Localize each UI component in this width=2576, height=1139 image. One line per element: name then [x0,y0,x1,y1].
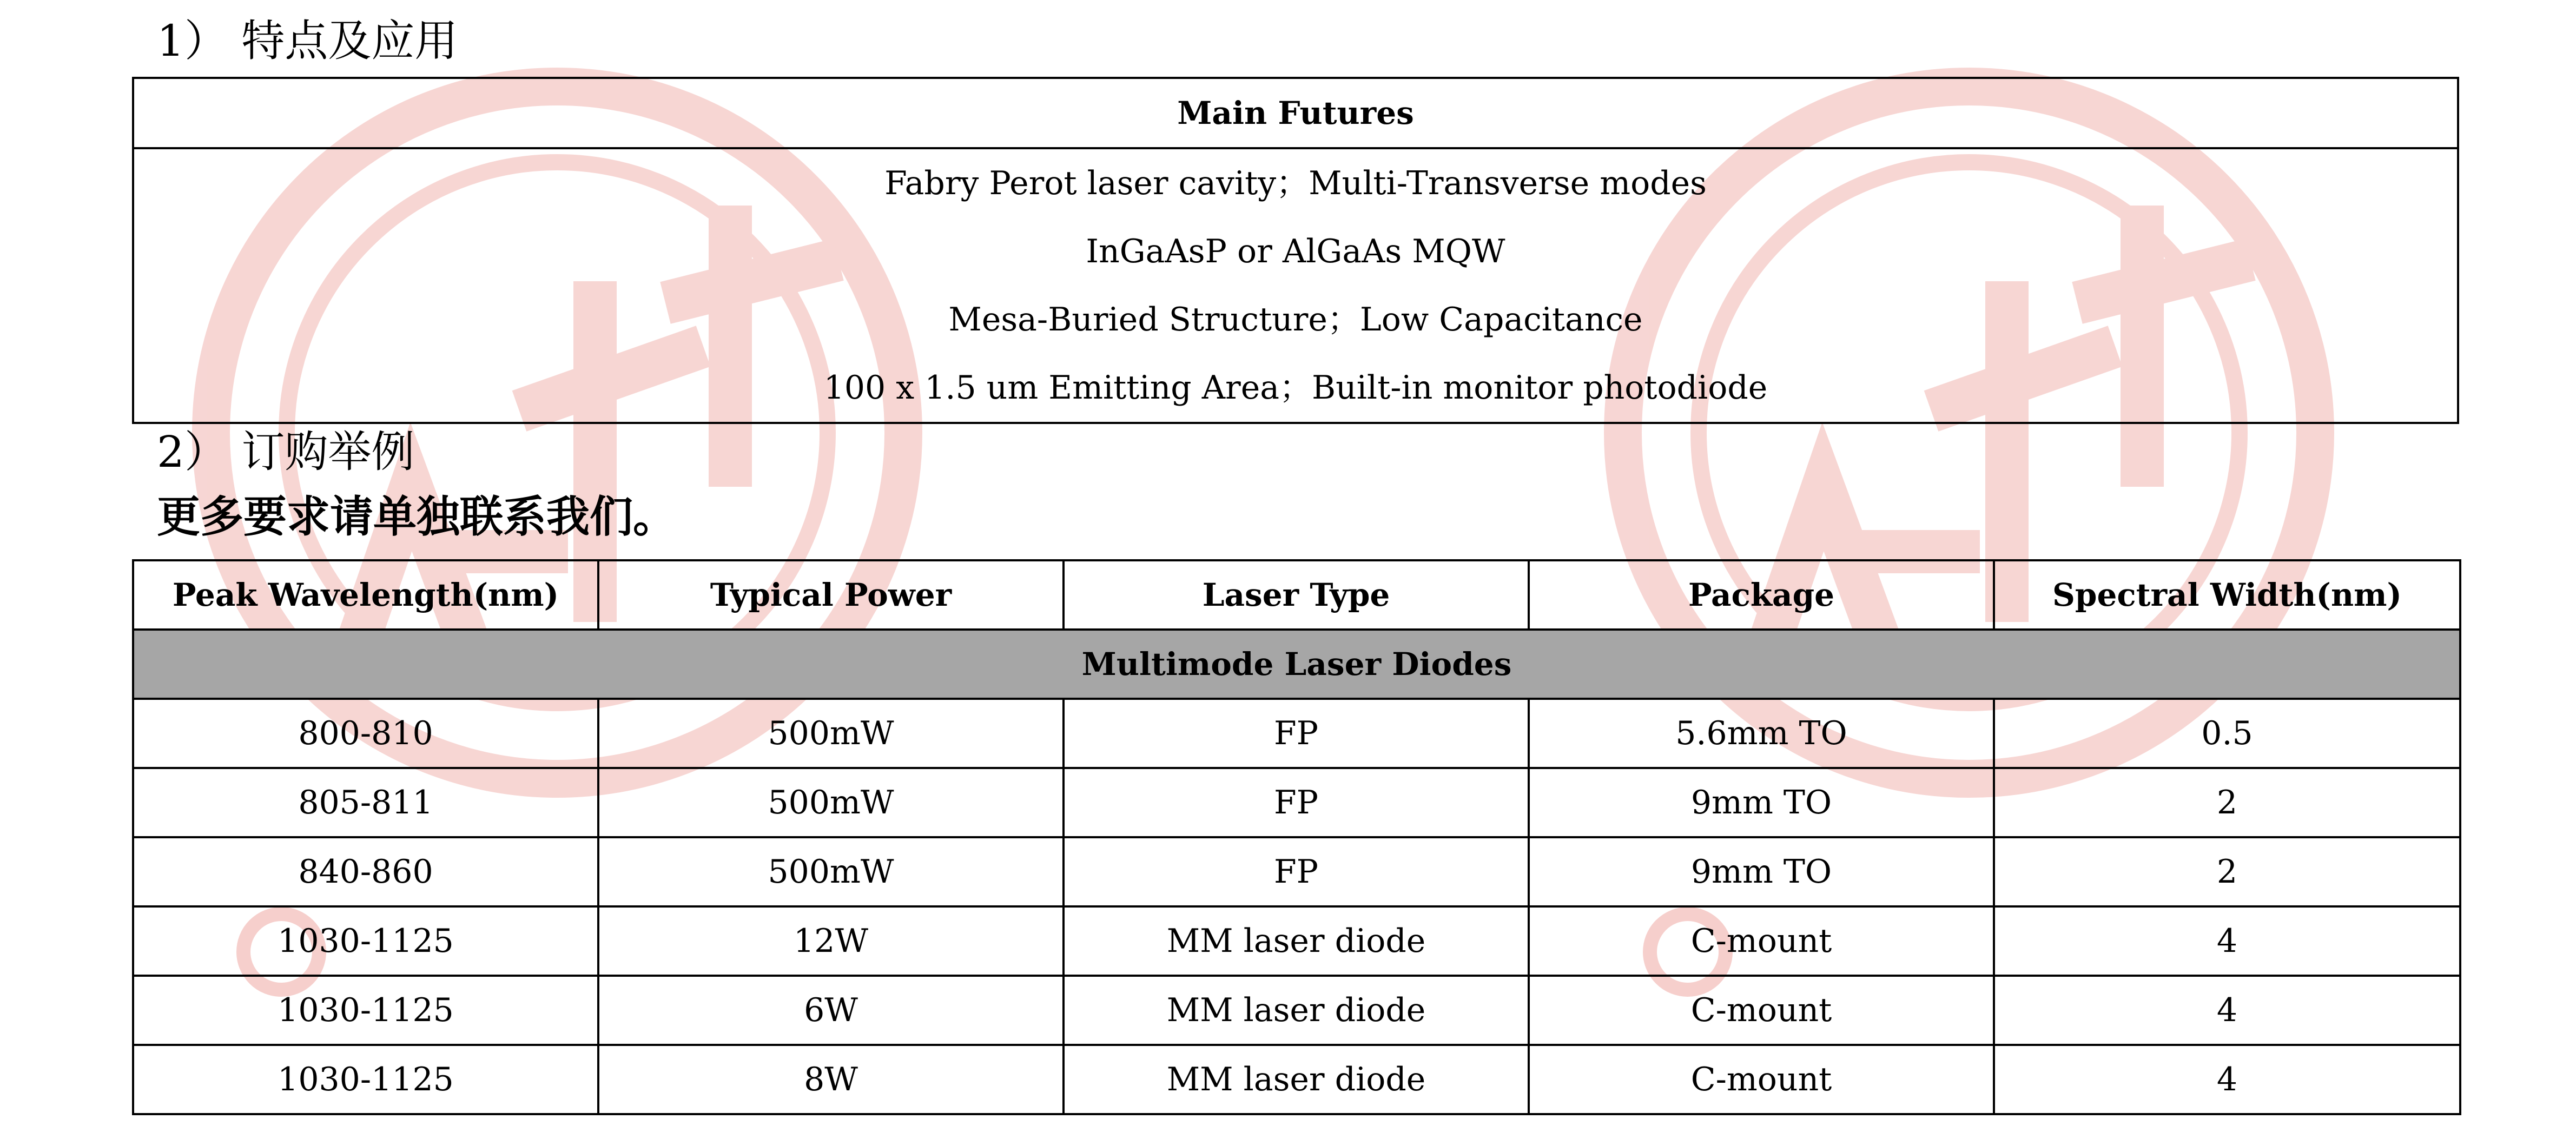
cell-typical-power: 6W [598,976,1064,1045]
features-list [133,148,2458,423]
cell-laser-type: MM laser diode [1064,906,1529,976]
table-row [133,1045,2460,1114]
cell-laser-type: FP [1064,768,1529,837]
cell-package: C-mount [1529,1045,1994,1114]
features-table [132,77,2459,424]
features-heading: 1） 特点及应用 [157,16,458,66]
cell-spectral-width: 2 [1994,768,2460,837]
cell-laser-type: FP [1064,837,1529,906]
order-heading: 2） 订购举例 [157,427,415,477]
feature-line: InGaAsP or AlGaAs MQW [1086,233,1505,270]
cell-package: C-mount [1529,976,1994,1045]
cell-spectral-width: 4 [1994,1045,2460,1114]
table-header-row [133,560,2460,630]
feature-line: 100 x 1.5 um Emitting Area；Built-in monitor photodiode [823,369,1768,407]
cell-spectral-width: 0.5 [1994,699,2460,768]
table-row [133,837,2460,906]
cell-peak-wavelength: 1030-1125 [133,1045,598,1114]
cell-spectral-width: 4 [1994,906,2460,976]
cell-peak-wavelength: 1030-1125 [133,976,598,1045]
features-header: Main Futures [133,78,2458,148]
cell-package: 9mm TO [1529,768,1994,837]
table-row [133,699,2460,768]
cell-laser-type: FP [1064,699,1529,768]
col-peak-wavelength: Peak Wavelength(nm) [133,560,598,630]
cell-laser-type: MM laser diode [1064,976,1529,1045]
table-row [133,906,2460,976]
cell-package: C-mount [1529,906,1994,976]
group-row [133,630,2460,699]
order-note: 更多要求请单独联系我们。 [157,492,676,542]
cell-peak-wavelength: 800-810 [133,699,598,768]
products-table [132,559,2461,1115]
col-spectral-width: Spectral Width(nm) [1994,560,2460,630]
cell-spectral-width: 2 [1994,837,2460,906]
cell-typical-power: 8W [598,1045,1064,1114]
cell-package: 9mm TO [1529,837,1994,906]
cell-typical-power: 500mW [598,837,1064,906]
col-typical-power: Typical Power [598,560,1064,630]
cell-peak-wavelength: 805-811 [133,768,598,837]
features-body-row [133,148,2458,423]
feature-line: Mesa-Buried Structure；Low Capacitance [948,301,1643,339]
cell-typical-power: 12W [598,906,1064,976]
cell-package: 5.6mm TO [1529,699,1994,768]
cell-typical-power: 500mW [598,768,1064,837]
table-row [133,768,2460,837]
cell-typical-power: 500mW [598,699,1064,768]
features-header-row [133,78,2458,148]
col-laser-type: Laser Type [1064,560,1529,630]
col-package: Package [1529,560,1994,630]
cell-peak-wavelength: 840-860 [133,837,598,906]
cell-peak-wavelength: 1030-1125 [133,906,598,976]
table-row [133,976,2460,1045]
cell-spectral-width: 4 [1994,976,2460,1045]
cell-laser-type: MM laser diode [1064,1045,1529,1114]
feature-line: Fabry Perot laser cavity；Multi-Transverse modes [884,164,1707,202]
group-label: Multimode Laser Diodes [133,630,2460,699]
